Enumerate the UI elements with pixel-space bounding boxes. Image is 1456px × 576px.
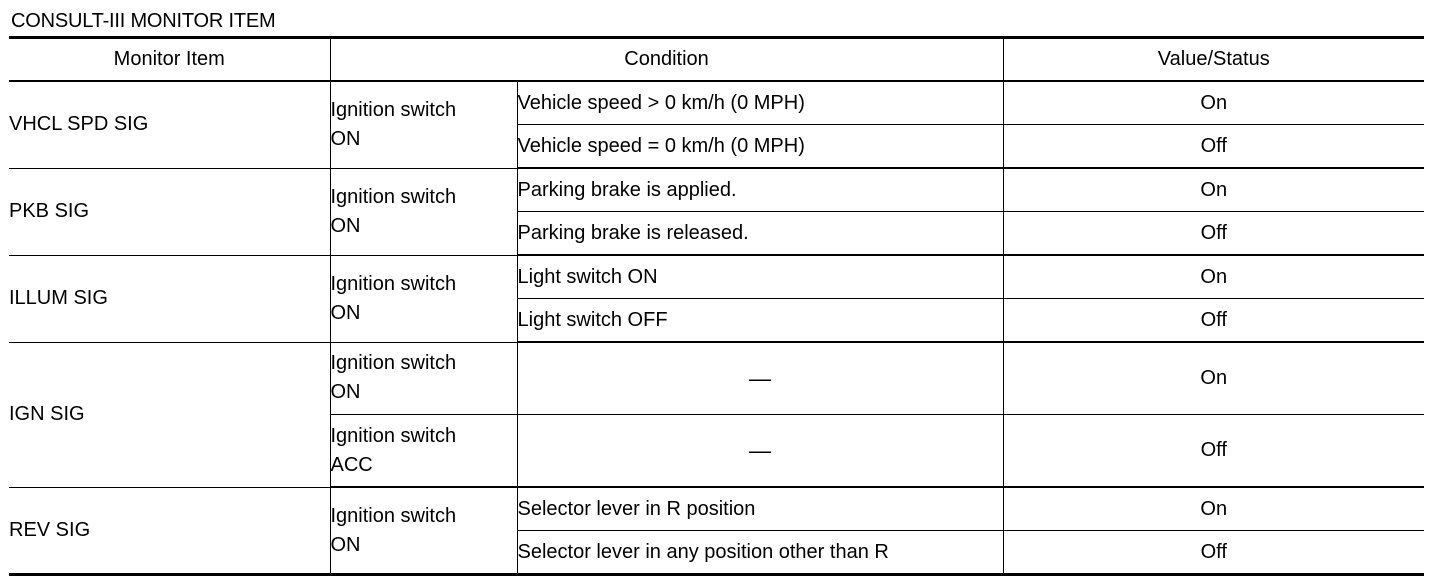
condition-cell: Vehicle speed = 0 km/h (0 MPH) [517,125,1003,169]
condition-cell: Selector lever in any position other than R [517,531,1003,575]
condition-cell: Vehicle speed > 0 km/h (0 MPH) [517,81,1003,125]
monitor-item-cell: REV SIG [9,487,330,575]
ignition-condition-cell: Ignition switch ON [330,255,517,342]
value-status-cell: Off [1003,299,1424,343]
condition-cell: Light switch OFF [517,299,1003,343]
value-status-cell: On [1003,168,1424,212]
condition-cell: Parking brake is released. [517,212,1003,256]
ignition-condition-cell: Ignition switch ACC [330,415,517,488]
value-status-cell: On [1003,342,1424,415]
value-status-cell: Off [1003,212,1424,256]
monitor-item-cell: VHCL SPD SIG [9,81,330,168]
value-status-cell: On [1003,255,1424,299]
monitor-item-cell: ILLUM SIG [9,255,330,342]
header-value-status: Value/Status [1003,38,1424,82]
value-status-cell: On [1003,81,1424,125]
table-row [9,81,1424,125]
header-monitor-item: Monitor Item [9,38,330,82]
value-status-cell: Off [1003,531,1424,575]
monitor-item-table [9,36,1424,576]
condition-cell: — [517,342,1003,415]
condition-cell: Light switch ON [517,255,1003,299]
value-status-cell: On [1003,487,1424,531]
ignition-condition-cell: Ignition switch ON [330,81,517,168]
value-status-cell: Off [1003,125,1424,169]
monitor-item-cell: IGN SIG [9,342,330,487]
document-title: CONSULT-III MONITOR ITEM [11,10,276,32]
table-header-row [9,38,1424,82]
header-condition: Condition [330,38,1003,82]
ignition-condition-cell: Ignition switch ON [330,487,517,575]
table-row [9,487,1424,531]
condition-cell: Parking brake is applied. [517,168,1003,212]
monitor-item-cell: PKB SIG [9,168,330,255]
ignition-condition-cell: Ignition switch ON [330,342,517,415]
table-row [9,168,1424,212]
table-row [9,342,1424,415]
ignition-condition-cell: Ignition switch ON [330,168,517,255]
condition-cell: — [517,415,1003,488]
value-status-cell: Off [1003,415,1424,488]
table-row [9,255,1424,299]
condition-cell: Selector lever in R position [517,487,1003,531]
